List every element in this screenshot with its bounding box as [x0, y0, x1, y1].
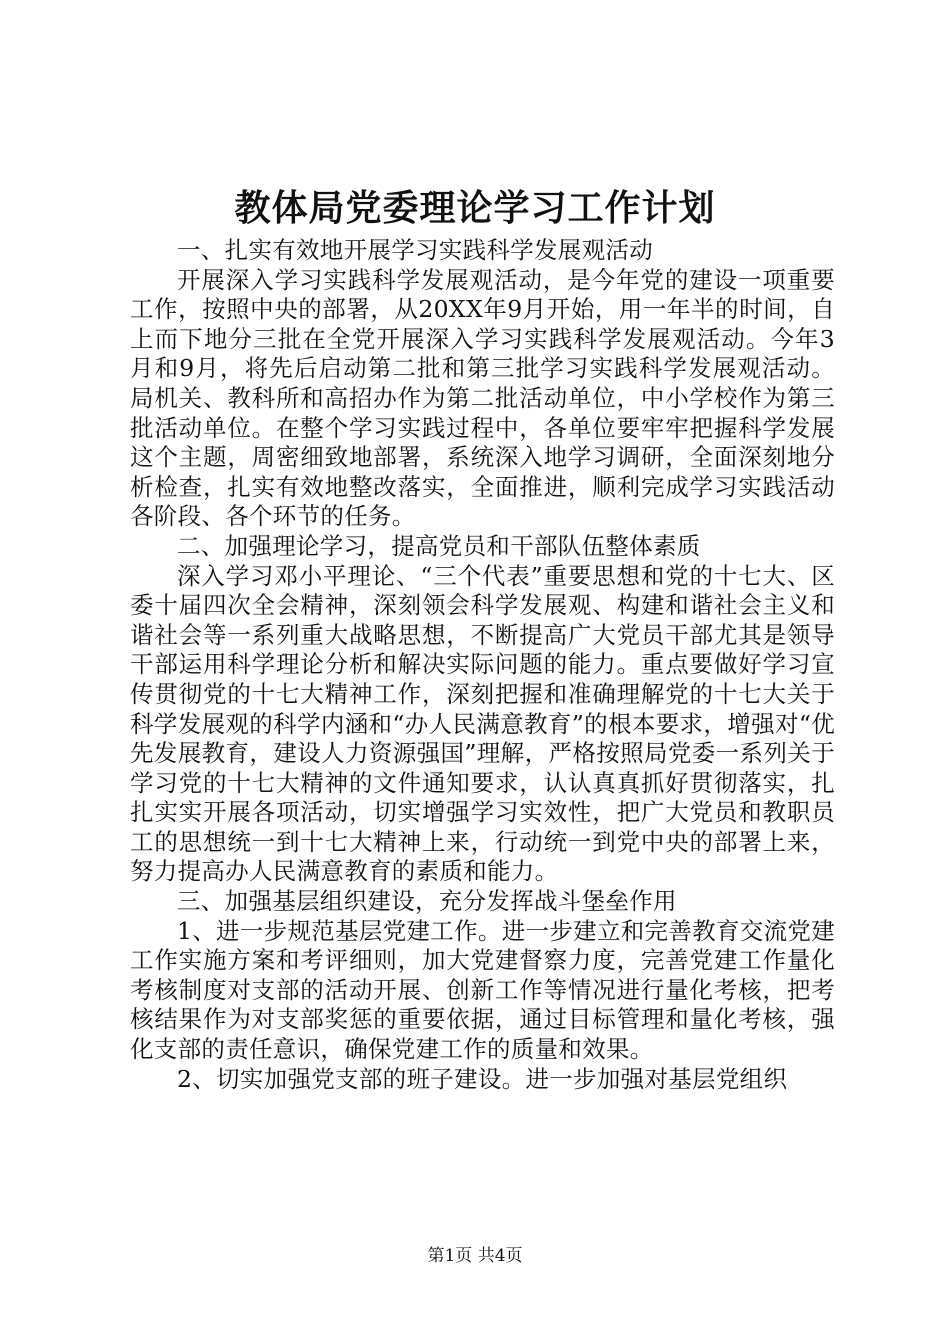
- page-number-footer: 第1页 共4页: [427, 1246, 523, 1266]
- section-heading-3: 三、加强基层组织建设，充分发挥战斗堡垒作用: [177, 887, 677, 916]
- paragraph-4: 2、切实加强党支部的班子建设。进一步加强对基层党组织: [177, 1064, 788, 1093]
- paragraph-1: 开展深入学习实践科学发展观活动，是今年党的建设一项重要工作，按照中央的部署，从20XX年9月开始，用一年半的时间，自上而下地分三批在全党开展深入学习实践科学发展观活动。今年3月和9月，将先后启动第二批和第三批学习实践科学发展观活动。局机关、教科所和高招办作为第二批活动单位，中小学校作为第三批活动单位。在整个学习实践过程中，各单位要牢牢把握科学发展这个主题，周密细致地部署，系统深入地学习调研，全面深刻地分析检查，扎实有效地整改落实，全面推进，顺利完成学习实践活动各阶段、各个环节的任务。: [130, 265, 835, 531]
- section-heading-1: 一、扎实有效地开展学习实践科学发展观活动: [177, 236, 653, 264]
- document-title: 教体局党委理论学习工作计划: [234, 187, 716, 229]
- paragraph-2: 深入学习邓小平理论、“三个代表”重要思想和党的十七大、区委十届四次全会精神，深刻领会科学发展观、构建和谐社会主义和谐社会等一系列重大战略思想，不断提高广大党员干部尤其是领导干部运用科学理论分析和解决实际问题的能力。重点要做好学习宣传贯彻党的十七大精神工作，深刻把握和准确理解党的十七大关于科学发展观的科学内涵和“办人民满意教育”的根本要求，增强对“优先发展教育，建设人力资源强国”理解，严格按照局党委一系列关于学习党的十七大精神的文件通知要求，认认真真抓好贯彻落实，扎扎实实开展各项活动，切实增强学习实效性，把广大党员和教职员工的思想统一到十七大精神上来，行动统一到党中央的部署上来，努力提高办人民满意教育的素质和能力。: [130, 561, 835, 886]
- paragraph-3: 1、进一步规范基层党建工作。进一步建立和完善教育交流党建工作实施方案和考评细则，加大党建督察力度，完善党建工作量化考核制度对支部的活动开展、创新工作等情况进行量化考核，把考核结果作为对支部奖惩的重要依据，通过目标管理和量化考核，强化支部的责任意识，确保党建工作的质量和效果。: [130, 916, 835, 1064]
- section-heading-2: 二、加强理论学习，提高党员和干部队伍整体素质: [177, 531, 701, 560]
- document-body: [130, 236, 835, 1094]
